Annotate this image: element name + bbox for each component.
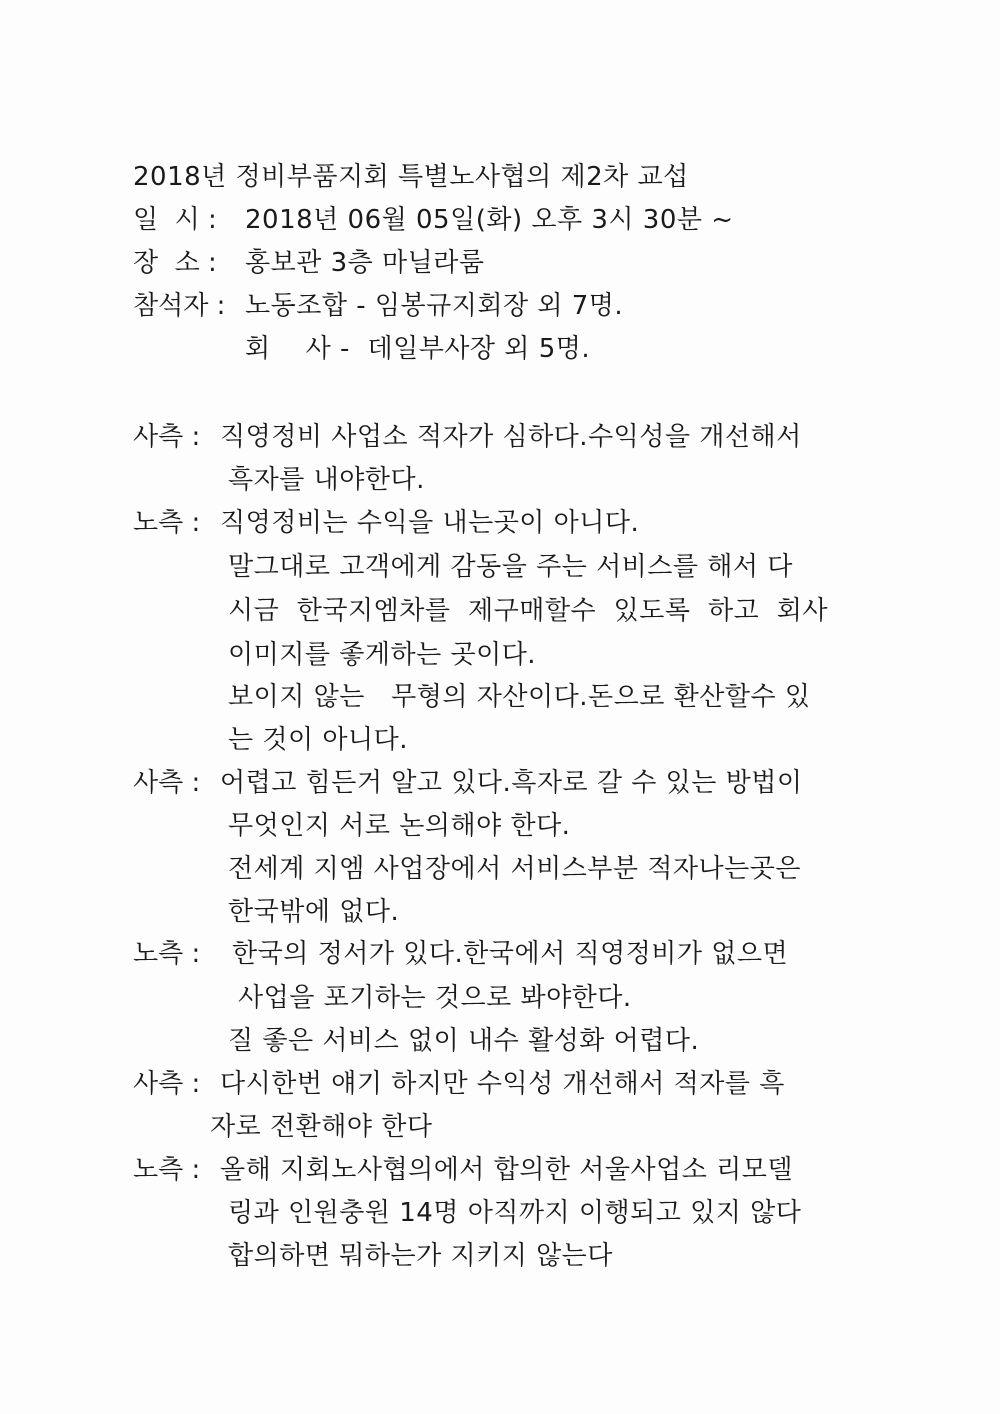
dialogue-line: 한국의 정서가 있다.한국에서 직영정비가 없으면: [232, 939, 789, 969]
dialogue-line: 시금 한국지엠차를 제구매할수 있도록 하고 회사: [228, 596, 828, 626]
dialogue-line: 보이지 않는 무형의 자산이다.돈으로 환산할수 있: [228, 682, 811, 712]
date-value: 2018년 06월 05일(화) 오후 3시 30분 ~: [245, 205, 734, 235]
speaker-label: 노측 :: [133, 939, 201, 969]
dialogue-line: 이미지를 좋게하는 곳이다.: [228, 640, 537, 670]
date-label: 일 시 :: [133, 205, 217, 235]
dialogue-line: 자로 전환해야 한다: [210, 1112, 433, 1142]
speaker-label: 노측 :: [133, 1155, 201, 1185]
attendees-label: 참석자 :: [133, 291, 226, 321]
dialogue-line: 다시한번 얘기 하지만 수익성 개선해서 적자를 흑: [220, 1069, 785, 1099]
dialogue-line: 흑자를 내야한다.: [228, 465, 425, 495]
attendees-company: 회 사 - 데일부사장 외 5명.: [245, 334, 591, 364]
dialogue-line: 말그대로 고객에게 감동을 주는 서비스를 해서 다: [228, 552, 793, 582]
speaker-label: 노측 :: [133, 508, 201, 538]
document-title: 2018년 정비부품지회 특별노사협의 제2차 교섭: [133, 162, 689, 192]
dialogue-line: 직영정비는 수익을 내는곳이 아니다.: [220, 508, 640, 538]
attendees-union: 노동조합 - 임봉규지회장 외 7명.: [245, 291, 624, 321]
dialogue-line: 사업을 포기하는 것으로 봐야한다.: [238, 983, 632, 1013]
speaker-label: 사측 :: [133, 422, 201, 452]
dialogue-line: 질 좋은 서비스 없이 내수 활성화 어렵다.: [228, 1026, 700, 1056]
dialogue-line: 어렵고 힘든거 알고 있다.흑자로 갈 수 있는 방법이: [220, 768, 803, 798]
dialogue-line: 무엇인지 서로 논의해야 한다.: [228, 811, 571, 841]
place-value: 홍보관 3층 마닐라룸: [245, 248, 485, 278]
dialogue-line: 는 것이 아니다.: [228, 725, 408, 755]
dialogue-line: 직영정비 사업소 적자가 심하다.수익성을 개선해서: [220, 422, 802, 452]
speaker-label: 사측 :: [133, 1069, 201, 1099]
speaker-label: 사측 :: [133, 768, 201, 798]
dialogue-line: 한국밖에 없다.: [228, 897, 400, 927]
dialogue-line: 링과 인원충원 14명 아직까지 이행되고 있지 않다: [228, 1198, 802, 1228]
dialogue-line: 전세계 지엠 사업장에서 서비스부분 적자나는곳은: [228, 854, 801, 884]
dialogue-line: 올해 지회노사협의에서 합의한 서울사업소 리모델: [220, 1155, 793, 1185]
dialogue-line: 합의하면 뭐하는가 지키지 않는다: [228, 1241, 613, 1271]
place-label: 장 소 :: [133, 248, 217, 278]
